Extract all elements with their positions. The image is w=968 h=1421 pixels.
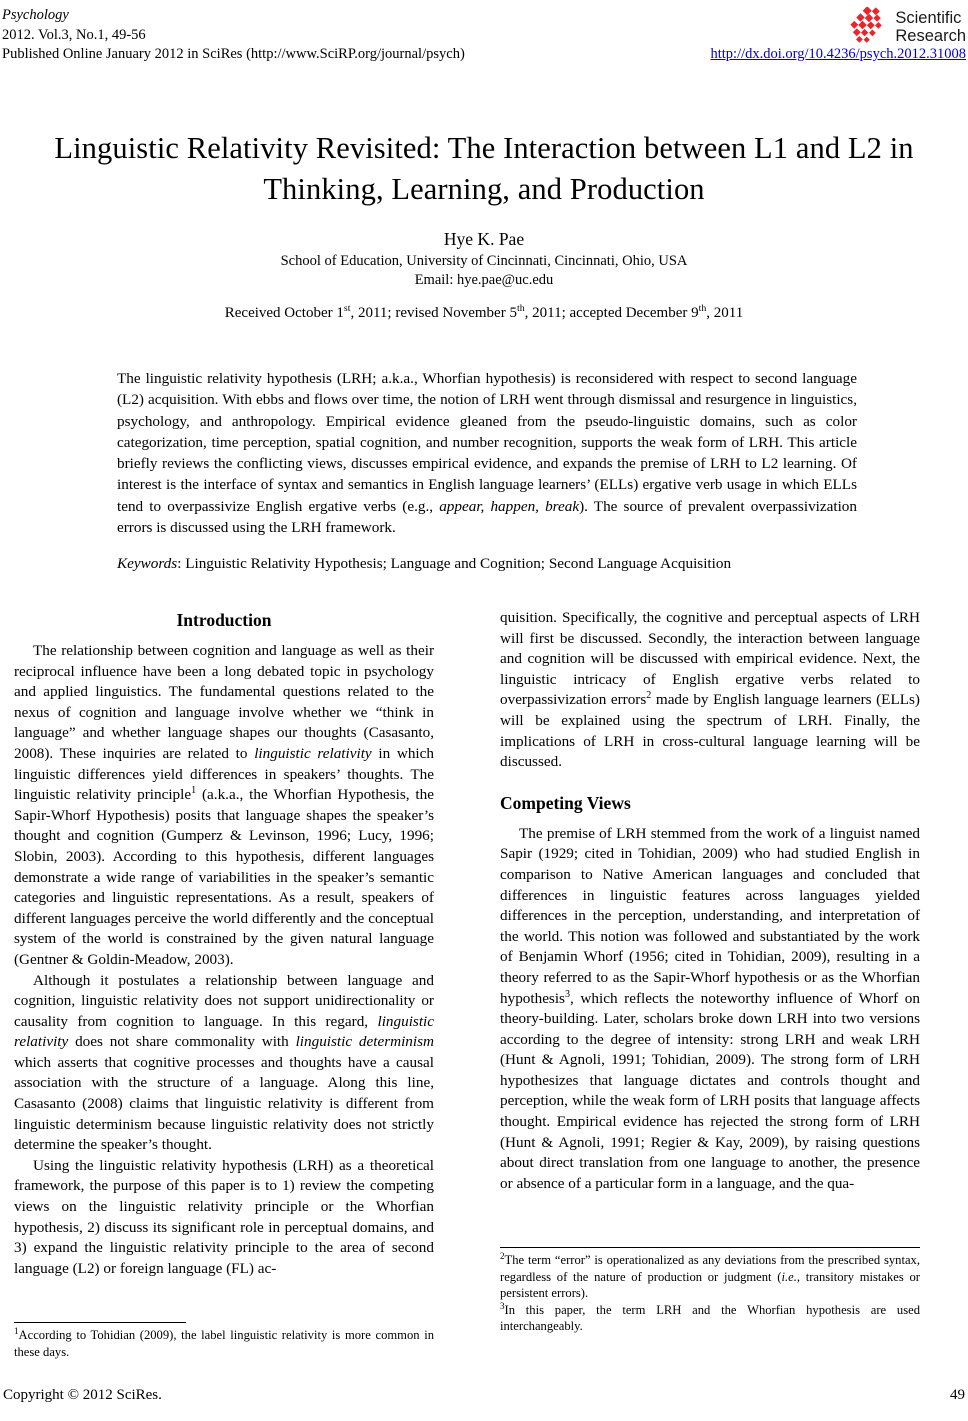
publication-dates — [40, 303, 928, 323]
publisher-name-line1: Scientific — [895, 9, 962, 27]
paragraph — [14, 641, 434, 971]
abstract-part-2: ). The source of prevalent overpassivization errors is discussed using the LRH framework. — [117, 497, 857, 537]
paragraph-part: , which reflects the noteworthy influence of Whorf on theory-building. Later, scholars broke down LRH into two versions according to the degree of intensity: strong LRH and weak LRH (Hunt & Agnoli, 1991; Tohidian, 2009). The strong form of LRH hypothesizes that language dictates and controls thought and perception, while the weak form of LRH posits that language affects thought. Empirical evidence has rejected the strong form of LRH (Hunt & Agnoli, 1991; Regier & Kay, 2009), by raising questions about direct translation from one language to another, the presence or absence of a particular form in a language, and the qua- — [500, 989, 920, 1192]
footnote-2-text-part: The term “error” is operationalized as any deviations from the prescribed syntax, regardless of the nature of production or judgment ( — [500, 1253, 920, 1284]
dates-ordinal-2: th — [516, 303, 525, 314]
abstract-part-1: The linguistic relativity hypothesis (LRH; a.k.a., Whorfian hypothesis) is reconsidered with respect to second language (L2) acquisition. With ebbs and flows over time, the notion of LRH went through dismissal and resurgence in linguistics, psychology, and anthropology. Empirical evidence gleaned from the pseudo-linguistic domains, such as color categorization, time perception, spatial cognition, and number recognition, supports the weak form of LRH. This article briefly reviews the conflicting views, discusses empirical evidence, and expands the premise of LRH to L2 learning. Of interest is the interface of syntax and semantics in English language learners’ (ELLs) ergative verb usage in which ELLs tend to overpassivize English ergative verbs (e.g., — [117, 370, 857, 515]
paragraph-part: (a.k.a., the Whorfian Hypothesis, the Sapir-Whorf Hypothesis) posits that language shapes the speaker’s thought and cognition (Gumperz & Levinson, 1996; Lucy, 1996; Slobin, 2003). According to this hypothesis, different languages demonstrate a wide range of variabilities in the speaker’s semantic categories and linguistic representations. As a result, speakers of different languages perceive the world differently and the conceptual system of the world is constrained by the given natural language (Gentner & Goldin-Meadow, 2003). — [14, 786, 434, 968]
journal-volume-line: 2012. Vol.3, No.1, 49-56 — [2, 26, 146, 43]
paragraph-part: The relationship between cognition and language as well as their reciprocal influence have been a long debated topic in psychology and applied linguistics. The fundamental questions related to the nexus of cognition and language involve whether we “think in language” and whether language shapes our thoughts (Casasanto, 2008). These inquiries are related to — [14, 642, 434, 762]
footnote-2-text-part: , transitory mistakes or persistent errors). — [500, 1269, 920, 1301]
dates-part-2: , 2011; revised November 5 — [350, 305, 517, 321]
footnote-3-text: In this paper, the term LRH and the Whorfian hypothesis are used interchangeably. — [500, 1302, 920, 1334]
author-name: Hye K. Pae — [443, 229, 525, 249]
abstract-italic-verbs: appear, happen, break — [439, 497, 580, 515]
section-heading-introduction: Introduction — [176, 610, 272, 630]
footnote-1-text: According to Tohidian (2009), the label linguistic relativity is more common in these days. — [14, 1328, 434, 1359]
doi-link[interactable]: http://dx.doi.org/10.4236/psych.2012.31008 — [710, 46, 966, 62]
dates-ordinal-3: th — [698, 303, 707, 314]
dates-ordinal-1: st — [343, 303, 351, 314]
term-linguistic-relativity: linguistic relativity — [254, 744, 372, 762]
keywords-label: Keywords — [117, 555, 178, 572]
scientific-research-diamonds-logo-icon — [850, 7, 890, 47]
footnote-1-number: 1 — [14, 1325, 19, 1336]
copyright-notice: Copyright © 2012 SciRes. — [3, 1387, 162, 1403]
journal-name: Psychology — [2, 7, 69, 23]
footnote-3-number: 3 — [500, 1300, 505, 1311]
footnote-marker-2[interactable]: 2 — [646, 690, 652, 702]
masthead — [0, 6, 968, 76]
dates-part-4: , 2011 — [706, 305, 744, 321]
dates-part-1: Received October 1 — [224, 305, 344, 321]
paragraph-part: Although it postulates a relationship between language and cognition, linguistic relativity does not support unidirectionality or causality from cognition to language. In this regard, — [14, 971, 434, 1030]
paragraph-part: does not share commonality with — [68, 1033, 296, 1051]
paragraph-part: which asserts that cognitive processes and thoughts have a causal association with the structure of a language. Along this line, Casasanto (2008) claims that linguistic relativity is different from linguistic determinism because linguistic relativity does not strictly determine the speaker’s thought. — [14, 1053, 434, 1154]
dates-part-3: , 2011; accepted December 9 — [524, 305, 699, 321]
publisher-name-line2: Research — [895, 27, 966, 45]
paragraph — [14, 971, 434, 1156]
footnote-marker-1[interactable]: 1 — [191, 785, 197, 797]
publisher-name — [895, 9, 966, 45]
footnote-2-number: 2 — [500, 1250, 505, 1261]
paragraph-part: quisition. Specifically, the cognitive and perceptual aspects of LRH will first be discussed. Secondly, the interaction between language and cognition will be discussed with empirical evidence. Next, the linguistic intricacy of English ergative verbs related to overpassivization errors — [500, 609, 920, 709]
term-linguistic-relativity: linguistic relativity — [14, 1012, 434, 1051]
journal-published-line: Published Online January 2012 in SciRes (http://www.SciRP.org/journal/psych) — [2, 46, 465, 62]
keywords-separator: : — [177, 555, 186, 572]
footnote-3 — [500, 1302, 920, 1335]
column-right — [500, 608, 920, 1194]
page-number: 49 — [950, 1387, 965, 1403]
paragraph-part: made by English language learners (ELLs) will be explained using the spectrum of LRH. Finally, the implications of LRH in cross-cultural language learning will be discussed. — [500, 691, 920, 771]
footnote-2 — [500, 1252, 920, 1302]
footnote-divider — [14, 1322, 186, 1323]
paragraph — [500, 824, 920, 1195]
author-affiliation: School of Education, University of Cincinnati, Cincinnati, Ohio, USA — [280, 253, 688, 269]
keywords-value: Linguistic Relativity Hypothesis; Language and Cognition; Second Language Acquisition — [185, 555, 732, 572]
footnotes-left — [14, 1322, 434, 1360]
page-footer — [0, 1385, 968, 1409]
publisher-logo — [850, 6, 966, 48]
keywords — [117, 553, 857, 574]
footnotes-right — [500, 1247, 920, 1335]
footnote-2-italic: i.e. — [781, 1269, 797, 1284]
section-heading-competing-views: Competing Views — [500, 792, 631, 813]
paragraph — [500, 608, 920, 773]
term-linguistic-determinism: linguistic determinism — [295, 1033, 434, 1051]
page-title: Linguistic Relativity Revisited: The Interaction between L1 and L2 in Thinking, Learning, and Production — [54, 131, 914, 207]
paragraph-part: in which linguistic differences yield differences in speakers’ thoughts. The linguistic relativity principle — [14, 744, 434, 804]
column-left — [14, 608, 434, 1279]
footnote-divider — [500, 1247, 920, 1248]
paragraph-part: The premise of LRH stemmed from the work of a linguist named Sapir (1929; cited in Tohidian, 2009) who had studied English in comparison to Native American languages and concluded that differences in linguistic features across languages yielded differences in the perception, understanding, and interpretation of the world. This notion was followed and substantiated by the work of Benjamin Whorf (1956; cited in Tohidian, 2009), resulting in a theory referred to as the Sapir-Whorf hypothesis or as the Whorfian hypothesis — [500, 824, 920, 1007]
author-email: Email: hye.pae@uc.edu — [414, 272, 554, 288]
footnote-marker-3[interactable]: 3 — [564, 988, 570, 1000]
abstract-text — [117, 368, 857, 538]
footnote-1 — [14, 1327, 434, 1360]
journal-info — [2, 6, 465, 65]
paragraph: Using the linguistic relativity hypothesis (LRH) as a theoretical framework, the purpose of this paper is to 1) review the competing views on the linguistic relativity principle or the Whorfian hypothesis, 2) discuss its significant role in perceptual domains, and 3) expand the linguistic relativity principle to the area of second language (L2) or foreign language (FL) ac- — [14, 1156, 434, 1277]
